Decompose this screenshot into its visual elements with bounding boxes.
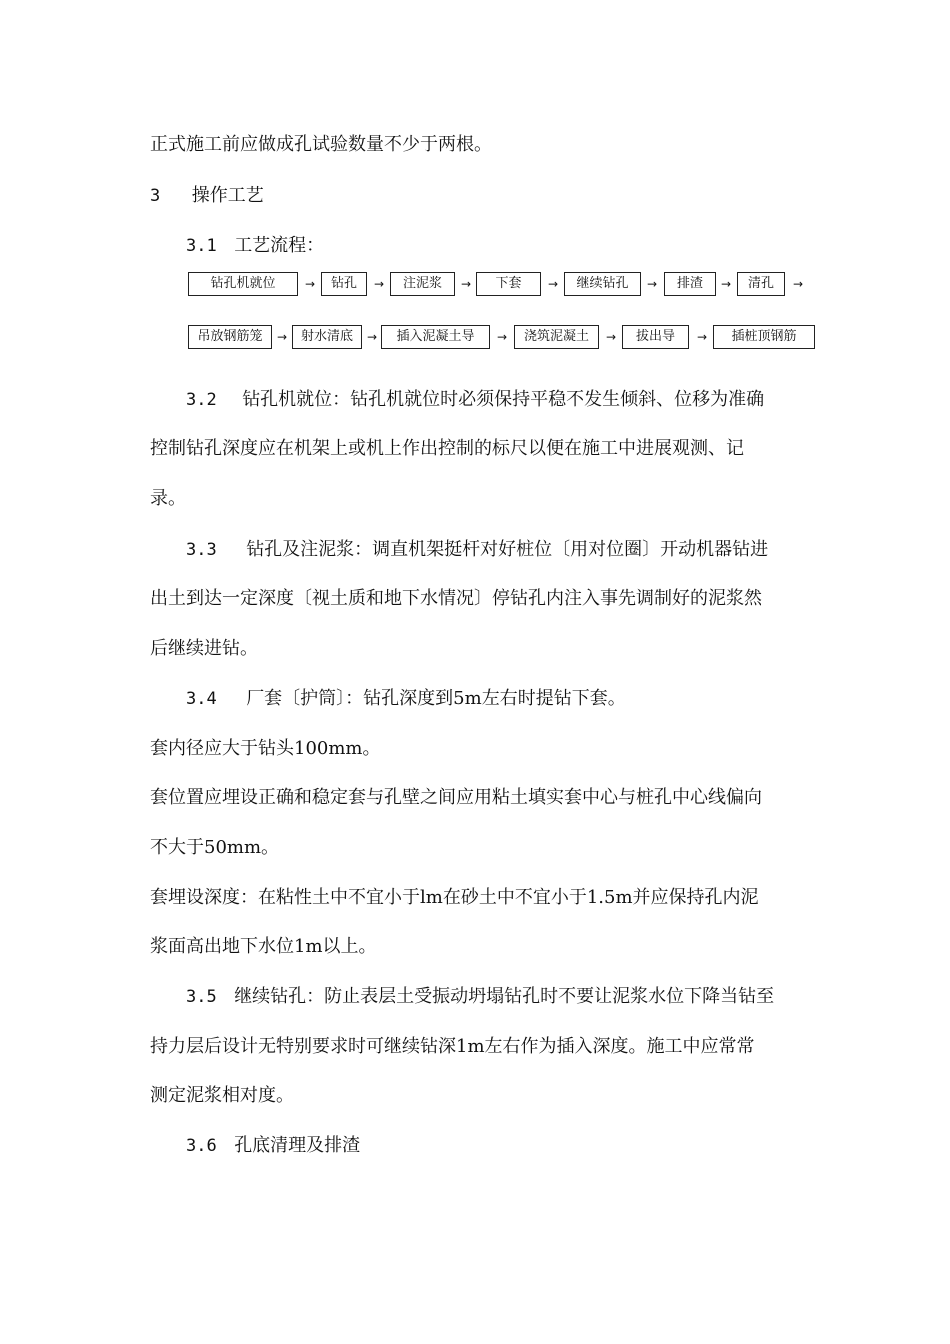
flow-step: 插桩顶钢筋 [713, 325, 815, 349]
flow-arrow: → [792, 277, 804, 291]
flow-step: 拔出导 [622, 325, 689, 349]
flow-arrow: → [373, 277, 385, 291]
flow-step: 清孔 [737, 272, 785, 296]
subsection-title: 孔底清理及排渣 [234, 1135, 361, 1156]
text: 测定泥浆相对度。 [150, 1085, 294, 1106]
text: 后继续进钻。 [150, 638, 258, 659]
subsection-heading [186, 234, 324, 258]
flow-step: 浇筑泥凝土 [514, 325, 599, 349]
flow-step: 下套 [476, 272, 541, 296]
paragraph-line [150, 487, 186, 511]
flow-arrow: → [547, 277, 559, 291]
text: 录。 [150, 488, 186, 509]
subsection-number: 3.2 [186, 390, 217, 410]
paragraph-line [186, 538, 768, 562]
flow-step: 射水清底 [292, 325, 362, 349]
flow-arrow: → [304, 277, 316, 291]
subsection-number: 3.1 [186, 236, 217, 256]
paragraph-line [150, 1035, 755, 1059]
text: 继续钻孔：防止表层土受振动坍塌钻孔时不要让泥浆水位下降当钻至 [234, 986, 775, 1007]
paragraph-line [150, 836, 279, 860]
paragraph-line [150, 935, 377, 959]
flow-arrow: → [496, 330, 508, 344]
text: 正式施工前应做成孔试验数量不少于两根。 [150, 134, 492, 155]
flow-step: 排渣 [664, 272, 716, 296]
text: 控制钻孔深度应在机架上或机上作出控制的标尺以便在施工中进展观测、记 [150, 438, 744, 459]
flow-step: 注泥浆 [390, 272, 455, 296]
text: 不大于50mm。 [150, 837, 280, 858]
flow-step: 钻孔 [321, 272, 367, 296]
paragraph-line [150, 786, 762, 810]
paragraph-line [150, 587, 762, 611]
flow-step: 钻孔机就位 [188, 272, 298, 296]
flow-arrow: → [605, 330, 617, 344]
text: 浆面高出地下水位1m以上。 [150, 936, 377, 957]
subsection-title: 工艺流程： [234, 235, 325, 256]
paragraph-line [150, 437, 744, 461]
flow-arrow: → [366, 330, 378, 344]
flow-arrow: → [460, 277, 472, 291]
text: 厂套〔护筒〕：钻孔深度到5m左右时提钻下套。 [246, 688, 626, 709]
process-flow-row-1 [0, 272, 950, 302]
text: 套位置应埋设正确和稳定套与孔壁之间应用粘土填实套中心与桩孔中心线偏向 [150, 787, 762, 808]
paragraph-line [186, 388, 764, 412]
paragraph-line [186, 687, 626, 711]
text: 出土到达一定深度〔视土质和地下水情况〕停钻孔内注入事先调制好的泥浆然 [150, 588, 762, 609]
section-number: 3 [150, 186, 161, 206]
subsection-heading [186, 1134, 360, 1158]
paragraph-line [150, 737, 381, 761]
text: 钻孔及注泥浆：调直机架挺杆对好桩位〔用对位圈〕开动机器钻进 [246, 539, 769, 560]
flow-arrow: → [276, 330, 288, 344]
section-title: 操作工艺 [191, 185, 264, 206]
subsection-number: 3.5 [186, 987, 217, 1007]
flow-step: 继续钻孔 [564, 272, 641, 296]
paragraph-line [150, 1084, 294, 1108]
paragraph-line [150, 886, 759, 910]
subsection-number: 3.4 [186, 689, 217, 709]
flow-arrow: → [720, 277, 732, 291]
text: 套埋设深度：在粘性土中不宜小于lm在砂土中不宜小于1.5m并应保持孔内泥 [150, 887, 759, 908]
text: 套内径应大于钻头100mm。 [150, 738, 381, 759]
flow-arrow: → [696, 330, 708, 344]
flow-step: 插入泥凝土导 [381, 325, 490, 349]
process-flow-row-2 [0, 325, 950, 355]
subsection-number: 3.3 [186, 540, 217, 560]
flow-arrow: → [646, 277, 658, 291]
flow-step: 吊放钢筋笼 [188, 325, 272, 349]
paragraph-line [150, 637, 258, 661]
paragraph-line [150, 133, 492, 157]
text: 持力层后设计无特别要求时可继续钻深1m左右作为插入深度。施工中应常常 [150, 1036, 755, 1057]
text: 钻孔机就位：钻孔机就位时必须保持平稳不发生倾斜、位移为准确 [242, 389, 765, 410]
subsection-number: 3.6 [186, 1136, 217, 1156]
section-heading [150, 184, 264, 208]
paragraph-line [186, 985, 774, 1009]
